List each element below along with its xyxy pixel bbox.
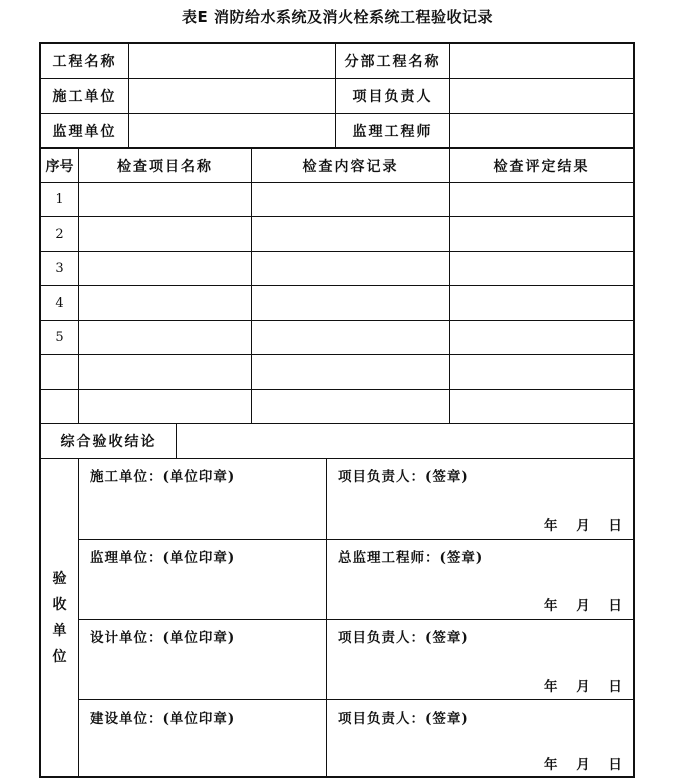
rule <box>39 216 635 217</box>
design-unit-seal: 设计单位：(单位印章) <box>90 630 236 646</box>
supervising-engineer-field[interactable] <box>450 114 633 147</box>
rule <box>449 148 450 423</box>
row-number: 5 <box>55 330 64 345</box>
project-name-field[interactable] <box>129 44 335 78</box>
supervision-unit-label: 监理单位 <box>52 123 117 140</box>
rule <box>326 458 327 778</box>
supervision-unit-seal: 监理单位：(单位印章) <box>90 550 236 566</box>
rule <box>78 458 79 778</box>
project-leader-field[interactable] <box>450 79 633 113</box>
rule <box>39 320 635 321</box>
rule <box>39 389 635 390</box>
date-line: 年 月 日 <box>544 679 622 695</box>
construction-unit-seal: 施工单位：(单位印章) <box>90 469 236 485</box>
date-line: 年 月 日 <box>544 518 622 534</box>
row-number: 2 <box>55 226 64 242</box>
conclusion-field[interactable] <box>177 424 633 458</box>
acceptance-label-char: 收 <box>52 597 67 613</box>
chief-supervising-engineer-signature: 总监理工程师：(签章) <box>338 550 484 566</box>
acceptance-label-char: 验 <box>52 571 67 587</box>
rule <box>39 285 635 286</box>
acceptance-label-char: 单 <box>52 623 67 639</box>
rule <box>39 458 635 459</box>
column-header-record: 检查内容记录 <box>302 158 399 175</box>
construction-unit-label: 施工单位 <box>52 89 117 105</box>
rule <box>251 148 252 423</box>
column-header-result: 检查评定结果 <box>493 158 590 175</box>
row-number: 4 <box>55 295 64 311</box>
supervising-engineer-label: 监理工程师 <box>352 123 433 140</box>
acceptance-label-char: 位 <box>52 649 67 665</box>
project-leader-label: 项目负责人 <box>352 89 433 105</box>
project-leader-signature: 项目负责人：(签章) <box>338 469 469 485</box>
rule <box>39 251 635 252</box>
sub-project-name-field[interactable] <box>450 44 633 78</box>
document-title: 表E 消防给水系统及消火栓系统工程验收记录 <box>182 8 493 26</box>
row-number: 3 <box>55 261 64 276</box>
rule <box>39 354 635 355</box>
rule <box>39 182 635 183</box>
project-leader-signature: 项目负责人：(签章) <box>338 711 469 727</box>
construction-unit-field[interactable] <box>129 79 335 113</box>
rule <box>78 619 635 620</box>
owner-unit-seal: 建设单位：(单位印章) <box>90 711 236 727</box>
project-name-label: 工程名称 <box>52 54 117 70</box>
conclusion-label: 综合验收结论 <box>60 434 157 450</box>
column-header-item: 检查项目名称 <box>117 158 213 175</box>
column-header-no: 序号 <box>45 158 74 175</box>
supervision-unit-field[interactable] <box>129 114 335 147</box>
rule <box>78 699 635 700</box>
project-leader-signature: 项目负责人：(签章) <box>338 630 469 646</box>
rule <box>78 539 635 540</box>
sub-project-name-label: 分部工程名称 <box>344 54 441 70</box>
row-number <box>41 355 78 389</box>
date-line: 年 月 日 <box>544 757 622 773</box>
acceptance-units-label <box>41 566 78 670</box>
date-line: 年 月 日 <box>544 598 622 614</box>
row-number: 1 <box>55 192 64 207</box>
row-number <box>41 390 78 423</box>
rule <box>78 148 79 423</box>
